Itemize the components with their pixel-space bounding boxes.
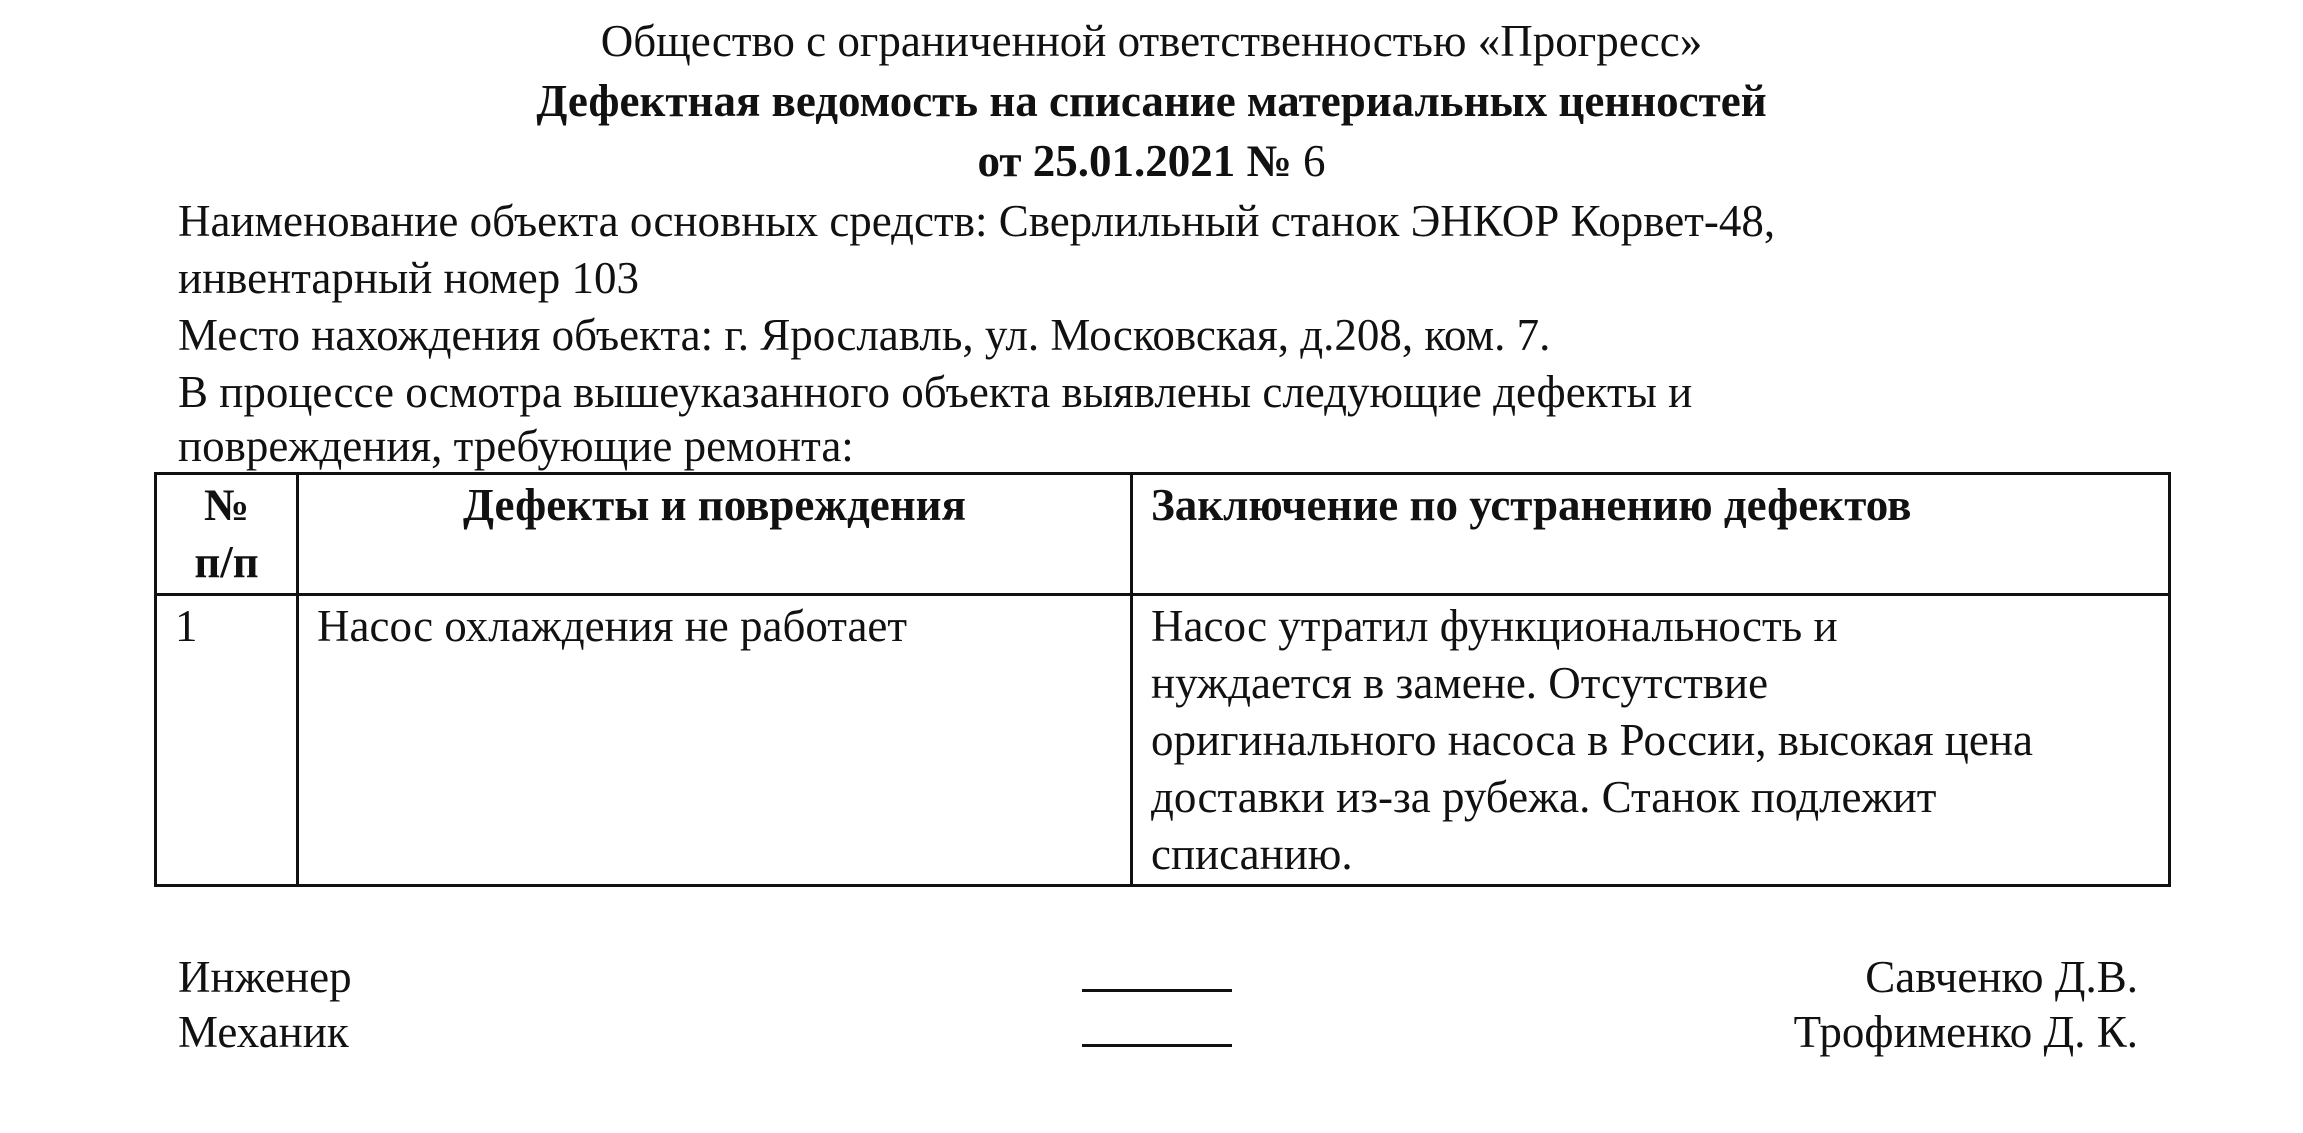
table-header-row: [156, 474, 2170, 595]
document-date: от 25.01.2021 №: [977, 136, 1303, 186]
conclusion-line: доставки из-за рубежа. Станок подлежит: [1151, 772, 1937, 822]
signature-row-mechanic: [178, 1002, 2138, 1062]
conclusion-line: списанию.: [1151, 829, 1353, 879]
organization-name: Общество с ограниченной ответственностью «Прогресс»: [600, 16, 1703, 66]
table-row: [156, 595, 2170, 886]
signatory-name: Савченко Д.В.: [1865, 952, 2138, 1002]
column-header-conclusion: Заключение по устранению дефектов: [1132, 474, 2170, 595]
defects-table: [154, 472, 2171, 887]
document-date-number: [0, 131, 2303, 191]
object-location: Место нахождения объекта: г. Ярославль, ул. Московская, д.208, ком. 7.: [178, 310, 1551, 360]
defect-cell: Насос охлаждения не работает: [298, 595, 1132, 886]
document-number: 6: [1302, 136, 1326, 186]
conclusion-line: Насос утратил функциональность и: [1151, 601, 1838, 651]
row-number-cell: 1: [156, 595, 298, 886]
signature-line: [1082, 1044, 1232, 1047]
object-name-line-2: инвентарный номер 103: [178, 253, 639, 303]
inspection-intro-line-2: повреждения, требующие ремонта:: [178, 421, 854, 471]
column-header-number-line-1: №: [203, 480, 250, 530]
signature-role: Инженер: [178, 952, 352, 1002]
object-name-line-1: Наименование объекта основных средств: Сверлильный станок ЭНКОР Корвет-48,: [178, 196, 1776, 246]
column-header-number: [156, 474, 298, 595]
conclusion-line: нуждается в замене. Отсутствие: [1151, 658, 1769, 708]
column-header-number-line-2: п/п: [194, 537, 259, 587]
signatory-name: Трофименко Д. К.: [1793, 1007, 2138, 1057]
document-title: Дефектная ведомость на списание материальных ценностей: [536, 76, 1767, 126]
column-header-defects: Дефекты и повреждения: [298, 474, 1132, 595]
conclusion-cell: [1132, 595, 2170, 886]
conclusion-line: оригинального насоса в России, высокая цена: [1151, 715, 2033, 765]
signature-role: Механик: [178, 1007, 349, 1057]
signature-line: [1082, 989, 1232, 992]
signature-row-engineer: [178, 947, 2138, 1007]
inspection-intro-line-1: В процессе осмотра вышеуказанного объекта выявлены следующие дефекты и: [178, 367, 1693, 417]
